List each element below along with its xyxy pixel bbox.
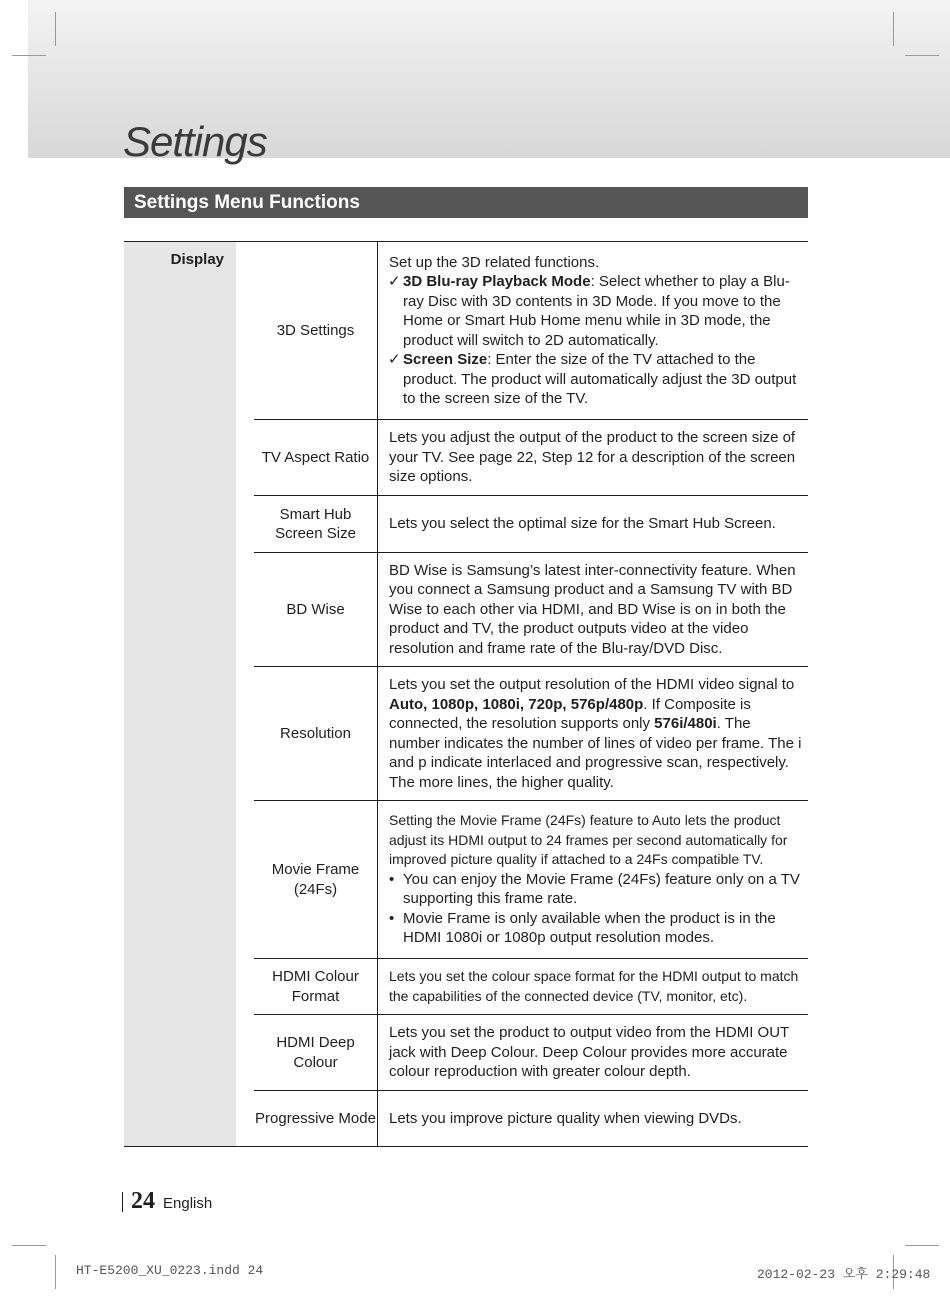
table-row <box>254 1091 808 1146</box>
setting-name: Progressive Mode <box>255 1109 376 1127</box>
crop-mark <box>55 1255 56 1289</box>
setting-name: Resolution <box>280 724 351 742</box>
table-row <box>254 801 808 959</box>
check-item-title: 3D Blu-ray Playback Mode <box>403 273 591 290</box>
crop-mark <box>12 55 46 56</box>
bullet-icon: • <box>389 870 395 888</box>
setting-name: HDMI Colour Format <box>272 968 359 1005</box>
setting-description: Lets you select the optimal size for the Smart Hub Screen. <box>389 515 776 533</box>
category-label: Display <box>170 251 224 268</box>
setting-description <box>389 242 803 419</box>
bullet-text: You can enjoy the Movie Frame (24Fs) feature only on a TV supporting this frame rate. <box>403 870 800 908</box>
table-row <box>254 553 808 667</box>
page-title: Settings <box>123 118 267 165</box>
description-part: . If Composite is connected, the resolution supports only <box>389 695 751 732</box>
resolution-options: Auto, 1080p, 1080i, 720p, 576p/480p <box>389 695 644 713</box>
page-number-divider <box>122 1192 123 1212</box>
setting-name: TV Aspect Ratio <box>261 448 370 466</box>
setting-name: BD Wise <box>286 600 345 618</box>
setting-description: Lets you set the product to output video from the HDMI OUT jack with Deep Colour. Deep Colour provides more accurate colour reproduction with greater colour depth. <box>389 1024 789 1081</box>
crop-mark <box>12 1245 46 1246</box>
check-icon: ✓ <box>388 351 401 368</box>
table-row <box>254 667 808 801</box>
crop-mark <box>55 12 56 46</box>
check-item <box>389 350 803 409</box>
setting-name: Movie Frame (24Fs) <box>271 861 360 898</box>
crop-mark <box>905 1245 939 1246</box>
category-column <box>124 242 236 1146</box>
setting-description: Lets you adjust the output of the product to the screen size of your TV. See page 22, Step 12 for a description of the screen size options. <box>389 429 796 486</box>
print-timestamp: 2012-02-23 오후 2:29:48 <box>757 1267 931 1282</box>
bullet-icon: • <box>389 909 395 927</box>
setting-description: BD Wise is Samsung’s latest inter-connectivity feature. When you connect a Samsung product and a Samsung TV with BD Wise to each other via HDMI, and BD Wise is on in both the product and TV, the product outputs video at the video resolution and frame rate of the Blu-ray/DVD Disc. <box>389 561 796 657</box>
setting-description <box>389 801 803 958</box>
settings-table <box>124 241 808 1147</box>
description-text <box>389 675 803 792</box>
description-part: Lets you set the output resolution of the HDMI video signal to <box>389 676 795 693</box>
crop-mark <box>893 12 894 46</box>
table-row <box>254 959 808 1015</box>
bullet-item <box>389 909 803 948</box>
composite-resolution: 576i/480i <box>654 715 717 732</box>
table-row <box>254 420 808 496</box>
setting-description <box>389 667 803 800</box>
setting-name: HDMI Deep Colour <box>276 1034 355 1071</box>
check-item <box>389 272 803 350</box>
check-item-title: Screen Size <box>403 351 488 368</box>
section-heading: Settings Menu Functions <box>124 187 808 218</box>
page-number: 24 <box>131 1188 155 1214</box>
setting-name: Smart Hub Screen Size <box>275 505 356 542</box>
crop-mark <box>905 55 939 56</box>
setting-description: Lets you improve picture quality when viewing DVDs. <box>389 1109 742 1127</box>
description-intro: Setting the Movie Frame (24Fs) feature to Auto lets the product adjust its HDMI output to 24 frames per second automatically for improved picture quality if attached to a 24Fs compatible TV. <box>389 812 788 868</box>
description-intro: Set up the 3D related functions. <box>389 253 600 271</box>
check-icon: ✓ <box>388 273 401 290</box>
page-language: English <box>163 1195 213 1212</box>
bullet-text: Movie Frame is only available when the product is in the HDMI 1080i or 1080p output resolution modes. <box>403 909 776 947</box>
description-part: . The number indicates the number of lines of video per frame. The i and p indicate interlaced and progressive scan, respectively. The more lines, the higher quality. <box>389 715 802 791</box>
bullet-item <box>389 870 803 909</box>
page-number-block <box>122 1188 212 1215</box>
table-row <box>254 1015 808 1091</box>
setting-description: Lets you set the colour space format for the HDMI output to match the capabilities of the connected device (TV, monitor, etc). <box>389 968 799 1004</box>
print-file-name: HT-E5200_XU_0223.indd 24 <box>76 1263 264 1278</box>
check-item-text: : Select whether to play a Blu-ray Disc with 3D contents in 3D Mode. If you move to the Home or Smart Hub Home menu while in 3D mode, the product will switch to 2D automatically. <box>403 273 790 349</box>
table-row <box>254 242 808 420</box>
setting-name: 3D Settings <box>276 321 355 339</box>
table-row <box>254 496 808 553</box>
check-item-text: : Enter the size of the TV attached to the product. The product will automatically adjust the 3D output to the screen size of the TV. <box>403 351 797 407</box>
